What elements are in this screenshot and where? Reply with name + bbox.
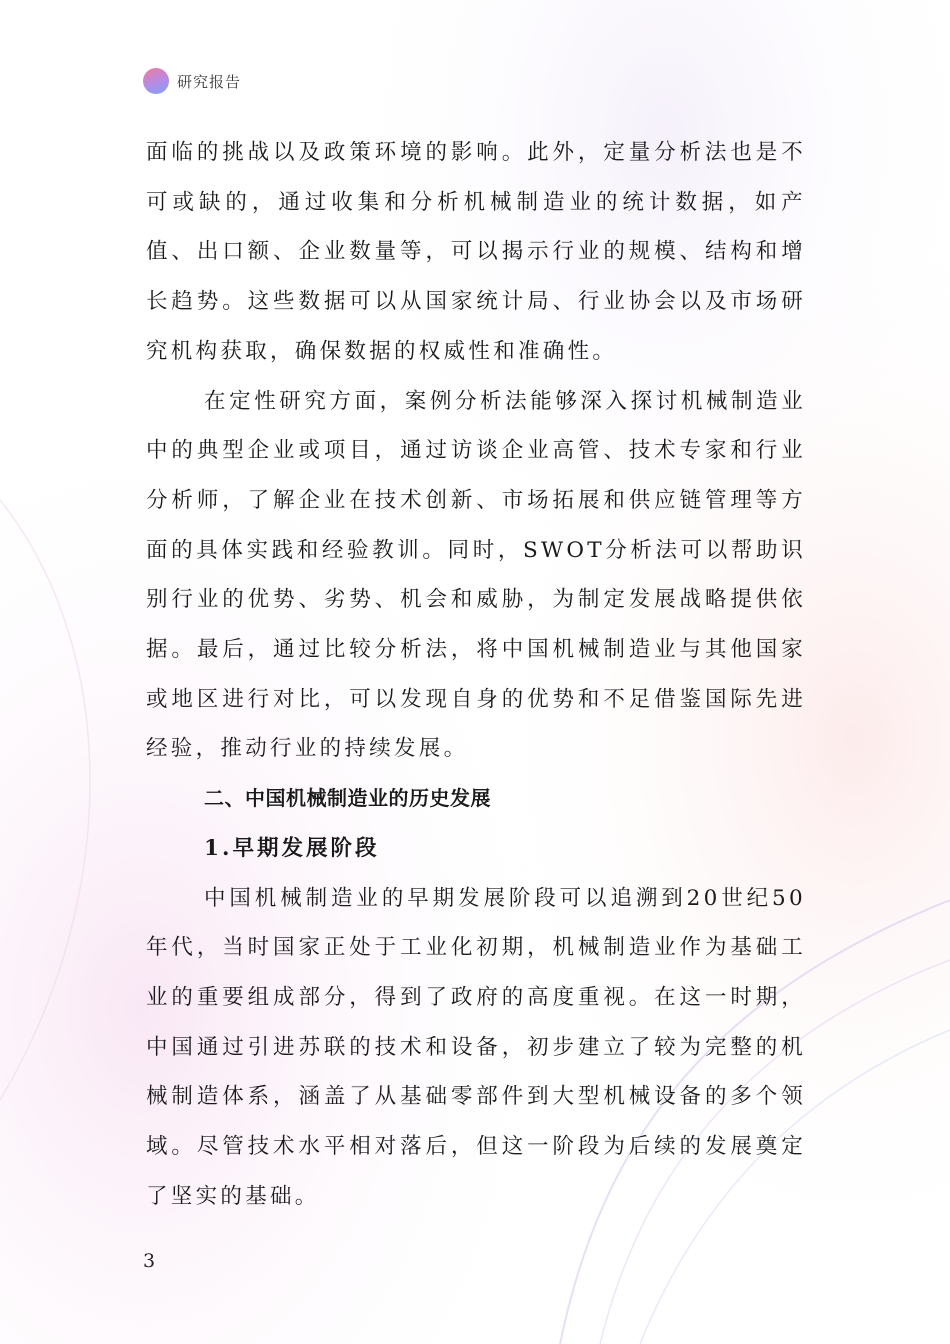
body-paragraph-1: 面临的挑战以及政策环境的影响。此外，定量分析法也是不可或缺的，通过收集和分析机械制造业的统计数据，如产值、出口额、企业数量等，可以揭示行业的规模、结构和增长趋势。这些数据可以从国家统计局、行业协会以及市场研究机构获取，确保数据的权威性和准确性。 <box>146 140 806 364</box>
report-header <box>143 67 241 95</box>
section-heading: 二、中国机械制造业的历史发展 <box>204 786 491 811</box>
body-paragraph-3: 中国机械制造业的早期发展阶段可以追溯到20世纪50年代，当时国家正处于工业化初期，机械制造业作为基础工业的重要组成部分，得到了政府的高度重视。在这一时期，中国通过引进苏联的技术和设备，初步建立了较为完整的机械制造体系，涵盖了从基础零部件到大型机械设备的多个领域。尽管技术水平相对落后，但这一阶段为后续的发展奠定了坚实的基础。 <box>146 885 806 1209</box>
body-paragraph-2: 在定性研究方面，案例分析法能够深入探讨机械制造业中的典型企业或项目，通过访谈企业高管、技术专家和行业分析师，了解企业在技术创新、市场拓展和供应链管理等方面的具体实践和经验教训。同时，SWOT分析法可以帮助识别行业的优势、劣势、机会和威胁，为制定发展战略提供依据。最后，通过比较分析法，将中国机械制造业与其他国家或地区进行对比，可以发现自身的优势和不足借鉴国际先进经验，推动行业的持续发展。 <box>146 388 806 762</box>
subsection-heading: 1.早期发展阶段 <box>204 835 380 861</box>
document-body <box>146 128 806 1221</box>
header-title: 研究报告 <box>177 72 242 91</box>
logo-circle-icon <box>143 68 169 94</box>
page-number: 3 <box>143 1250 156 1272</box>
